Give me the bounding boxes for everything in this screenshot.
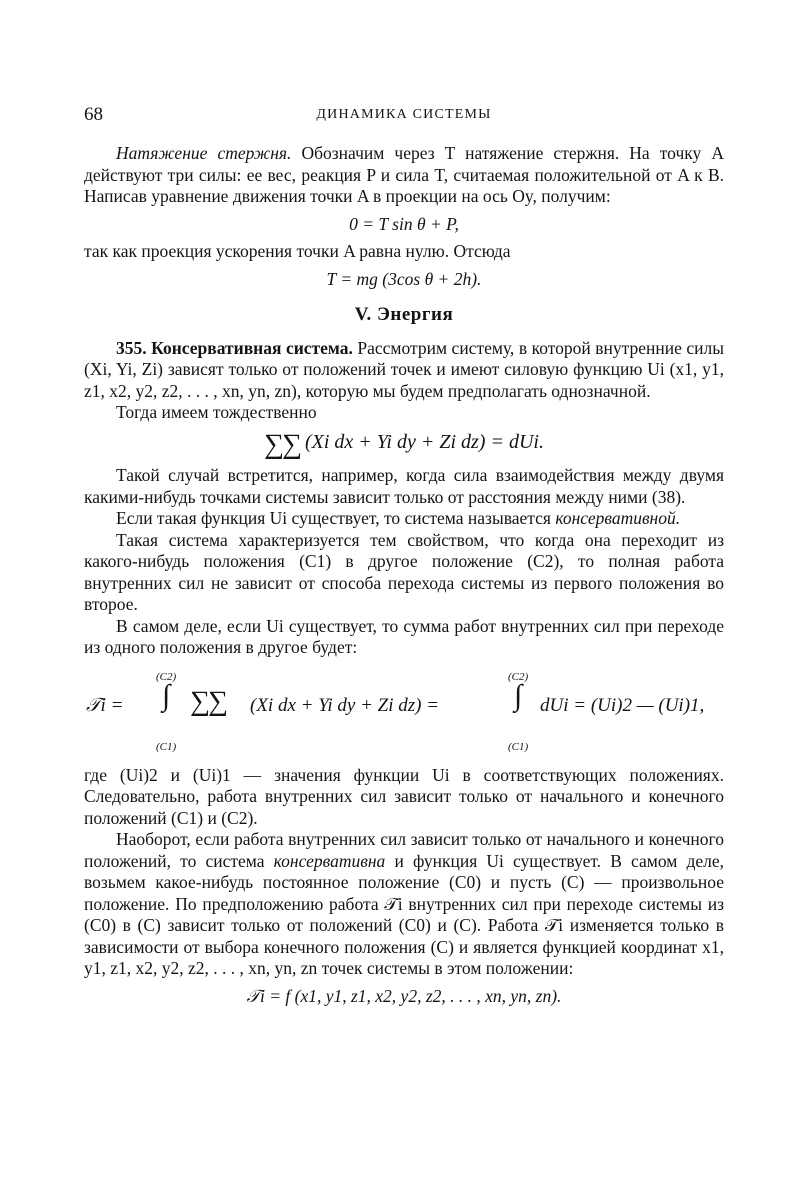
italic-term: консервативной. <box>555 508 681 528</box>
running-title: ДИНАМИКА СИСТЕМЫ <box>316 107 492 122</box>
paragraph-identity: Тогда имеем тождественно <box>116 402 317 422</box>
work-rhs: dUi = (Ui)2 — (Ui)1, <box>540 694 705 716</box>
lower-limit-1: (C1) <box>156 740 177 753</box>
paragraph-text: Если такая функция Ui существует, то система называется <box>116 508 556 528</box>
bold-lead: 355. Консервативная система. <box>116 337 353 358</box>
paragraph-where: где (Ui)2 и (Ui)1 — значения функции Ui в соответствующих положениях. Следовательно, работа внутренних сил зависит только от начального и конечного положений (C1) и (C2). <box>84 764 724 828</box>
paragraph-text: Рассмотрим систему, в которой внутренние силы (Xi, Yi, Zi) зависят только от положений точек и имеют силовую функцию Ui (x1, y1, z1, x2, y2, z2, . . . , xn, yn, zn), которую мы будем предполагать однозначной. <box>84 337 724 401</box>
paragraph-text-a: Наоборот, если работа внутренних сил зависит только от начального и конечного положений, то система <box>84 829 724 871</box>
equation-5: 𝒯i = f (x1, y1, z1, x2, y2, z2, . . . , xn, yn, zn). <box>246 985 562 1006</box>
paragraph-converse <box>84 829 724 980</box>
equation-2: T = mg (3cos θ + 2h). <box>326 268 482 289</box>
section-title: V. Энергия <box>354 304 454 325</box>
work-lhs: 𝒯i = <box>86 694 124 716</box>
paragraph-definition <box>84 508 724 530</box>
paragraph-proof: В самом деле, если Ui существует, то сумма работ внутренних сил при переходе из одного положения в другое будет: <box>84 615 724 657</box>
work-middle: (Xi dx + Yi dy + Zi dz) = <box>250 694 440 716</box>
page-number: 68 <box>84 104 103 125</box>
paragraph-acceleration: так как проекция ускорения точки A равна нулю. Отсюда <box>84 241 511 261</box>
double-sum-symbol: ∑∑ <box>264 428 300 460</box>
equation-1: 0 = T sin θ + P, <box>349 213 459 234</box>
equation-3 <box>84 428 724 460</box>
integral-sign-2: ∫ <box>514 678 523 712</box>
italic-lead: Натяжение стержня. <box>116 143 292 163</box>
italic-term: консервативна <box>273 850 386 871</box>
paragraph-example: Такой случай встретится, например, когда сила взаимодействия между двумя какими-нибудь точками системы зависит только от расстояния между ними (38). <box>84 465 724 507</box>
upper-limit-1: (C2) <box>156 670 177 683</box>
paragraph-text-b: и функция Ui существует. В самом деле, возьмем какое-нибудь постоянное положение (C0) и пусть (C) — произвольное положение. По предположению работа 𝒯i внутренних сил при переходе системы из (C0) в (C) зависит только от положений (C0) и (C). Работа 𝒯i изменяется только в зависимости от выбора конечного положения (C) и является функцией координат x1, y1, z1, x2, y2, z2, . . . , xn, yn, zn точек системы в этом положении: <box>84 850 725 978</box>
upper-limit-2: (C2) <box>508 670 529 683</box>
double-sum-symbol: ∑∑ <box>190 685 226 717</box>
equation-4-work-integral <box>84 667 724 755</box>
page-header <box>84 104 724 128</box>
equation-body: (Xi dx + Yi dy + Zi dz) = dUi. <box>304 430 544 453</box>
page-body <box>84 143 724 1013</box>
paragraph-property: Такая система характеризуется тем свойством, что когда она переходит из какого-нибудь положения (C1) в другое положение (C2), то полная работа внутренних сил не зависит от способа перехода системы из первого положения во второе. <box>84 529 724 614</box>
lower-limit-2: (C1) <box>508 740 529 753</box>
paragraph-text: Обозначим через T натяжение стержня. На точку A действуют три силы: ее вес, реакция P и сила T, считаемая положительной от A к B. Написав уравнение движения точки A в проекции на ось Oy, получим: <box>84 143 724 206</box>
paragraph-conservative-system <box>84 338 724 403</box>
integral-sign-1: ∫ <box>162 678 171 712</box>
paragraph-rod-tension <box>84 143 724 208</box>
